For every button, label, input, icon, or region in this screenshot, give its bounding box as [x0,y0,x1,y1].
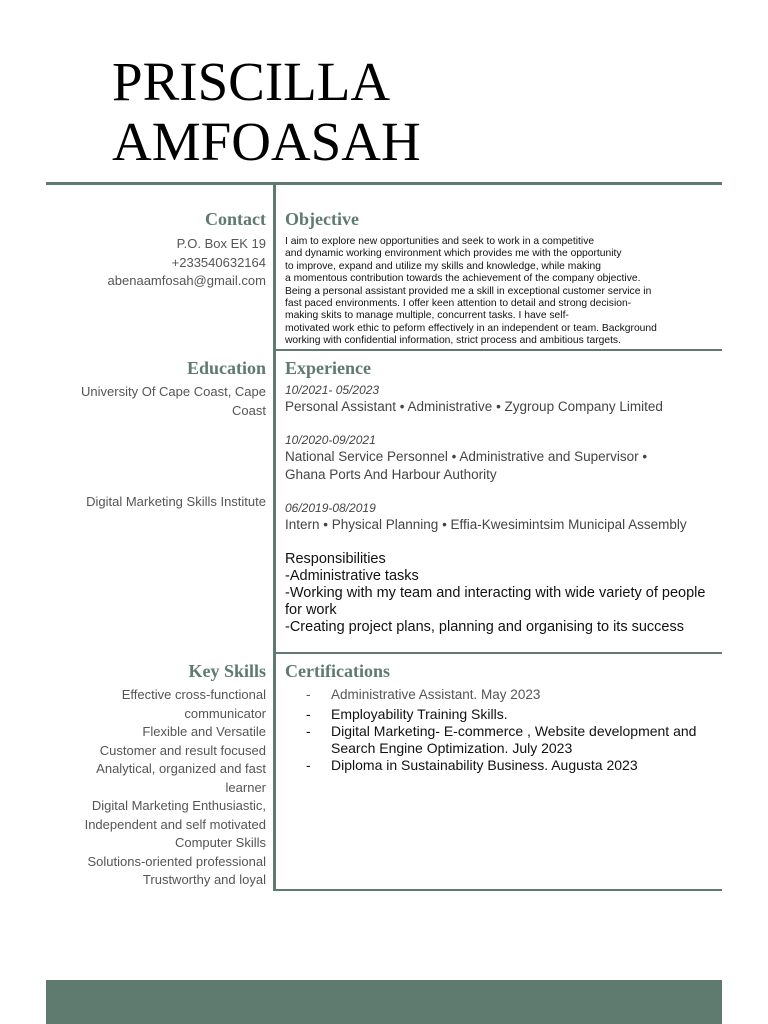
experience-heading: Experience [285,358,371,378]
responsibilities-title: Responsibilities [285,551,386,567]
job-entry [285,433,685,484]
name-first: PRISCILLA [112,51,391,112]
certification-text: Employability Training Skills. [331,706,508,722]
responsibility-item: -Working with my team and interacting with wide variety of people for work [285,585,706,618]
objective-line: fast paced environments. I offer keen attention to detail and strong decision- [285,298,632,310]
education-heading: Education [186,358,266,378]
column-divider [273,184,276,891]
skill-item: Effective cross-functional communicator [121,687,266,721]
job-title: Personal Assistant • Administrative • Zygroup Company Limited [285,399,663,414]
certification-text: Administrative Assistant. May 2023 [331,687,541,702]
section-divider-experience [276,652,722,654]
certification-text: Digital Marketing- E-commerce , Website development and Search Engine Optimization. July 2023 [331,723,697,756]
section-divider-objective [276,349,722,351]
job-title: Intern • Physical Planning • Effia-Kwesimintsim Municipal Assembly [285,517,687,532]
skill-item: Solutions-oriented professional [87,853,266,869]
certification-item [306,686,726,703]
certification-item [306,723,726,757]
bullet-dash: - [306,687,311,702]
education-item: Digital Marketing Skills Institute [86,494,266,509]
education-item: University Of Cape Coast, Cape Coast [81,384,266,418]
skills-list [61,686,266,890]
responsibilities [285,551,721,636]
objective-line: to improve, expand and utilize my skills and knowledge, while making [285,260,601,272]
skills-heading: Key Skills [188,661,266,681]
responsibility-item: -Administrative tasks [285,568,419,584]
contact-email[interactable]: abenaamfosah@gmail.com [107,273,266,288]
job-date: 06/2019-08/2019 [285,501,376,515]
skill-item: Trustworthy and loyal [142,872,266,887]
job-entry [285,501,725,534]
bullet-dash: - [306,757,311,773]
contact-heading: Contact [205,209,266,229]
objective-line: working with confidential information, strict process and ambitious targets. [285,335,621,347]
skill-item: Customer and result focused [99,742,266,758]
job-date: 10/2020-09/2021 [285,433,376,447]
objective-text [285,236,725,348]
bullet-dash: - [306,706,311,722]
objective-line: motivated work ethic to peform effectively in an independent or team. Background [285,322,657,334]
skill-item: Computer Skills [174,835,266,850]
certifications-heading: Certifications [285,661,390,681]
objective-line: and dynamic working environment which provides me with the opportunity [285,248,622,260]
skill-item: Analytical, organized and fast learner [96,761,266,795]
job-date: 10/2021- 05/2023 [285,383,380,397]
name-last: AMFOASAH [112,111,421,172]
objective-line: I aim to explore new opportunities and seek to work in a competitive [285,236,595,247]
certification-item [306,757,726,774]
objective-line: a momentous contribution towards the achievement of the company objective. [285,273,641,285]
objective-heading: Objective [285,209,359,229]
resume-name [112,52,421,172]
header-divider [46,182,722,185]
certifications-list [306,686,726,774]
certification-text: Diploma in Sustainability Business. Augusta 2023 [331,757,638,773]
job-title: National Service Personnel • Administrative and Supervisor • Ghana Ports And Harbour Authority [285,449,648,482]
certification-item [306,706,726,723]
job-entry [285,383,725,416]
skill-item: Digital Marketing Enthusiastic, [91,798,266,813]
footer-band [46,980,722,1024]
objective-line: Being a personal assistant provided me a skill in exceptional customer service in [285,285,652,297]
bullet-dash: - [306,723,311,739]
skill-item: Flexible and Versatile [142,724,266,739]
contact-block [56,235,266,291]
contact-address: P.O. Box EK 19 [176,236,266,251]
contact-phone: +233540632164 [171,254,266,270]
skill-item: Independent and self motivated [84,816,266,832]
responsibility-item: -Creating project plans, planning and organising to its success [285,619,684,635]
objective-line: making skits to manage multiple, concurrent tasks. I have self- [285,310,569,322]
section-divider-bottom [276,889,722,891]
